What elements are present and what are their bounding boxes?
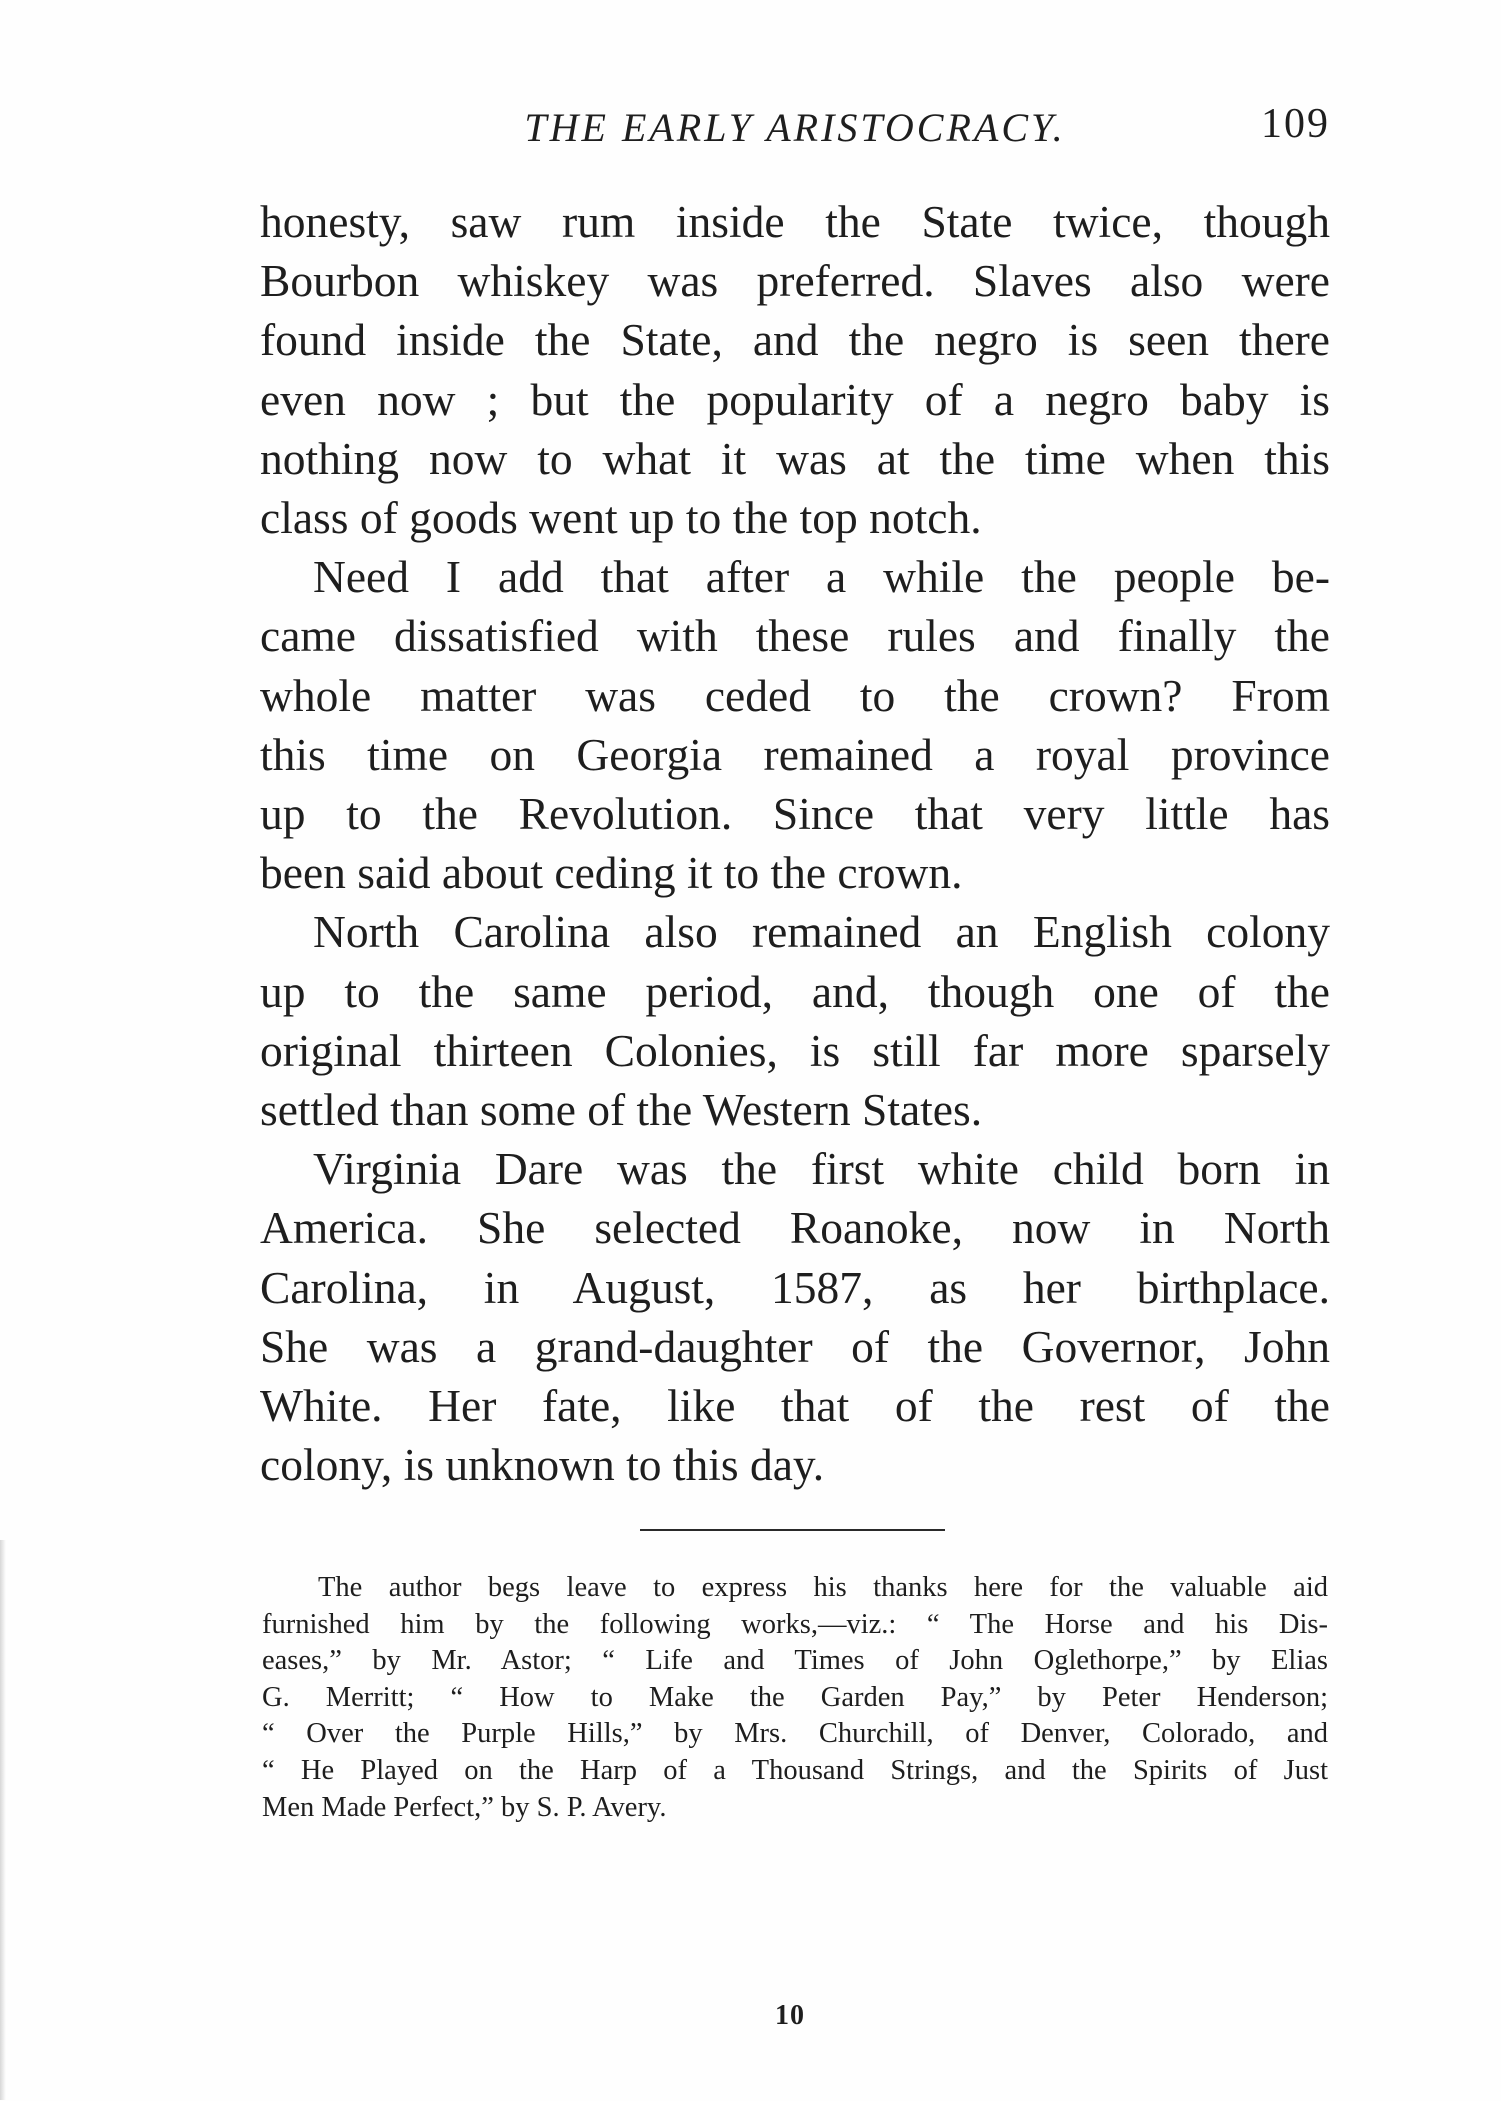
running-title: THE EARLY ARISTOCRACY. bbox=[524, 105, 1066, 150]
footnote-line: Men Made Perfect,” by S. P. Avery. bbox=[262, 1791, 667, 1823]
paragraph bbox=[260, 1139, 1330, 1494]
text-line: been said about ceding it to the crown. bbox=[260, 847, 963, 899]
text-line: even now ; but the popularity of a negro baby is bbox=[260, 373, 1330, 425]
text-line: settled than some of the Western States. bbox=[260, 1084, 983, 1136]
text-line: up to the Revolution. Since that very little has bbox=[260, 788, 1330, 840]
text-line: America. She selected Roanoke, now in North bbox=[260, 1202, 1330, 1254]
footnote-line: The author begs leave to express his thanks here for the valuable aid bbox=[318, 1572, 1328, 1603]
footnote-line: “ Over the Purple Hills,” by Mrs. Churchill, of Denver, Colorado, and bbox=[262, 1718, 1328, 1750]
paragraph bbox=[260, 192, 1330, 547]
text-line: She was a grand-daughter of the Governor, John bbox=[260, 1320, 1330, 1372]
text-line: up to the same period, and, though one of the bbox=[260, 965, 1330, 1017]
signature-mark: 10 bbox=[775, 2000, 805, 2031]
footnote-line: eases,” by Mr. Astor; “ Life and Times of John Oglethorpe,” by Elias bbox=[262, 1645, 1328, 1677]
text-line: North Carolina also remained an English colony bbox=[313, 906, 1330, 958]
running-head bbox=[260, 100, 1330, 160]
text-line: White. Her fate, like that of the rest of the bbox=[260, 1380, 1330, 1432]
text-line: this time on Georgia remained a royal province bbox=[260, 728, 1330, 780]
footnote-line: furnished him by the following works,—viz.: “ The Horse and his Dis- bbox=[262, 1608, 1328, 1640]
text-line: original thirteen Colonies, is still far more sparsely bbox=[260, 1024, 1330, 1076]
text-line: nothing now to what it was at the time when this bbox=[260, 432, 1330, 484]
text-line: Virginia Dare was the first white child born in bbox=[313, 1143, 1330, 1195]
text-line: Need I add that after a while the people be- bbox=[313, 551, 1330, 603]
text-line: whole matter was ceded to the crown? From bbox=[260, 669, 1330, 721]
footnote-line: G. Merritt; “ How to Make the Garden Pay,” by Peter Henderson; bbox=[262, 1681, 1328, 1713]
body-text bbox=[260, 192, 1330, 1494]
paragraph bbox=[260, 902, 1330, 1139]
paragraph bbox=[260, 547, 1330, 902]
text-line: colony, is unknown to this day. bbox=[260, 1439, 825, 1491]
footnote-line: “ He Played on the Harp of a Thousand Strings, and the Spirits of Just bbox=[262, 1754, 1328, 1786]
text-line: honesty, saw rum inside the State twice, though bbox=[260, 196, 1330, 247]
footnote bbox=[262, 1570, 1328, 1826]
text-line: found inside the State, and the negro is seen there bbox=[260, 314, 1330, 366]
footnote-divider bbox=[640, 1529, 945, 1531]
binding-edge bbox=[0, 1540, 6, 2100]
text-line: Bourbon whiskey was preferred. Slaves also were bbox=[260, 255, 1330, 307]
text-line: class of goods went up to the top notch. bbox=[260, 492, 982, 544]
page-number: 109 bbox=[1261, 101, 1330, 147]
text-line: came dissatisfied with these rules and finally the bbox=[260, 610, 1330, 662]
text-line: Carolina, in August, 1587, as her birthplace. bbox=[260, 1261, 1330, 1313]
